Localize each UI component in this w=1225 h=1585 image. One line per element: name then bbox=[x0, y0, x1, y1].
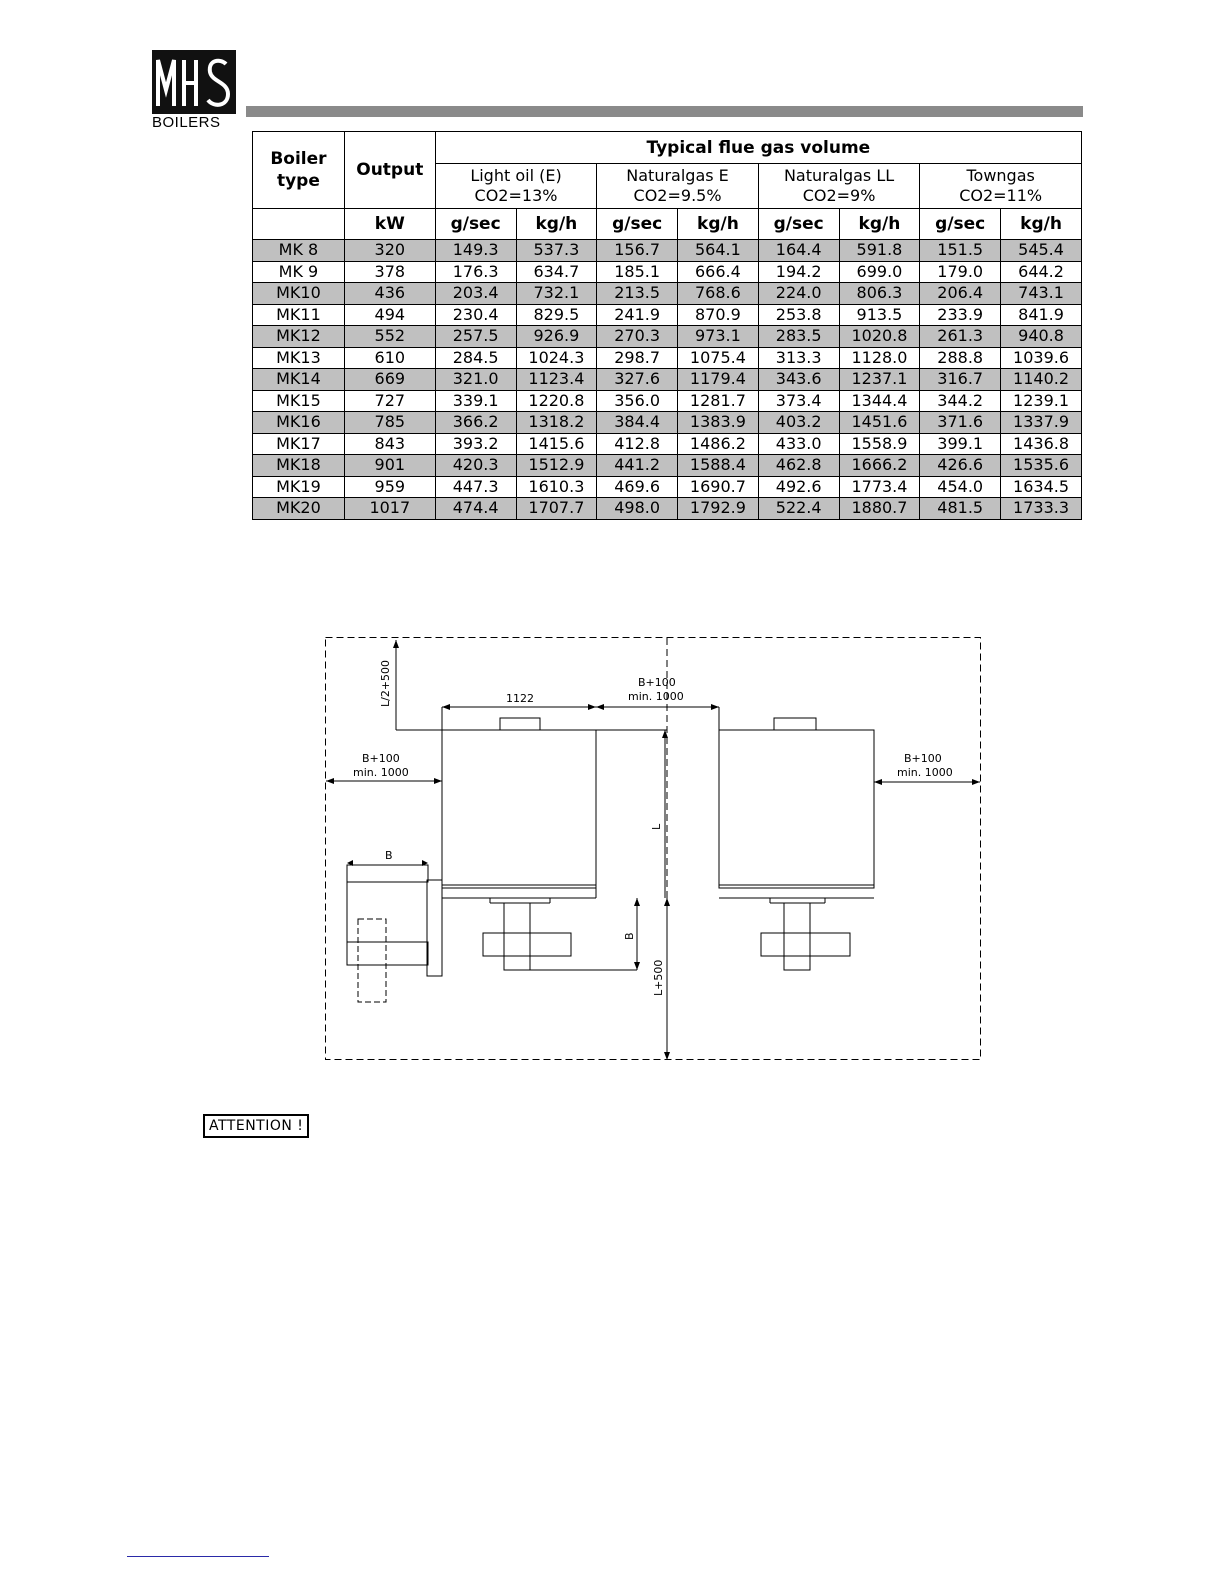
cell-value: 1610.3 bbox=[516, 476, 597, 498]
cell-value: 1075.4 bbox=[678, 347, 759, 369]
header-unit-kgh: kg/h bbox=[1001, 209, 1082, 240]
cell-value: 288.8 bbox=[920, 347, 1001, 369]
table-row bbox=[253, 369, 1082, 391]
cell-value: 1690.7 bbox=[678, 476, 759, 498]
cell-value: 634.7 bbox=[516, 261, 597, 283]
header-unit-gsec: g/sec bbox=[758, 209, 839, 240]
cell-value: 591.8 bbox=[839, 240, 920, 262]
table-row bbox=[253, 326, 1082, 348]
cell-value: 870.9 bbox=[678, 304, 759, 326]
table-row bbox=[253, 283, 1082, 305]
cell-value: 257.5 bbox=[435, 326, 516, 348]
cell-value: 213.5 bbox=[597, 283, 678, 305]
burner-left bbox=[504, 903, 530, 970]
table-body bbox=[253, 240, 1082, 520]
cell-value: 1020.8 bbox=[839, 326, 920, 348]
table-row bbox=[253, 412, 1082, 434]
cell-output: 727 bbox=[344, 390, 435, 412]
cell-value: 1415.6 bbox=[516, 433, 597, 455]
cell-boiler-type: MK19 bbox=[253, 476, 345, 498]
cell-value: 1239.1 bbox=[1001, 390, 1082, 412]
cell-value: 462.8 bbox=[758, 455, 839, 477]
cell-output: 320 bbox=[344, 240, 435, 262]
logo-letters-graphic bbox=[152, 50, 236, 114]
cell-value: 1707.7 bbox=[516, 498, 597, 520]
cell-output: 785 bbox=[344, 412, 435, 434]
header-fuel-towngas: Towngas CO2=11% bbox=[920, 164, 1082, 209]
cell-value: 454.0 bbox=[920, 476, 1001, 498]
cell-value: 768.6 bbox=[678, 283, 759, 305]
header-boiler-type: Boiler type bbox=[253, 132, 345, 209]
installation-diagram bbox=[322, 634, 986, 1066]
header-fuel-naturalgas-ll: Naturalgas LL CO2=9% bbox=[758, 164, 920, 209]
table-row bbox=[253, 455, 1082, 477]
header-unit-kgh: kg/h bbox=[516, 209, 597, 240]
cell-value: 412.8 bbox=[597, 433, 678, 455]
cell-value: 185.1 bbox=[597, 261, 678, 283]
cell-value: 194.2 bbox=[758, 261, 839, 283]
cell-value: 1535.6 bbox=[1001, 455, 1082, 477]
cell-value: 492.6 bbox=[758, 476, 839, 498]
header-rule bbox=[246, 106, 1083, 117]
cell-value: 433.0 bbox=[758, 433, 839, 455]
mhs-logo bbox=[152, 50, 236, 131]
cell-value: 230.4 bbox=[435, 304, 516, 326]
footnote-rule bbox=[127, 1556, 269, 1557]
table-row bbox=[253, 498, 1082, 520]
cell-value: 522.4 bbox=[758, 498, 839, 520]
cell-value: 1558.9 bbox=[839, 433, 920, 455]
cell-value: 373.4 bbox=[758, 390, 839, 412]
cell-value: 732.1 bbox=[516, 283, 597, 305]
dim-right-l2: min. 1000 bbox=[897, 766, 953, 779]
cell-boiler-type: MK 9 bbox=[253, 261, 345, 283]
cell-value: 545.4 bbox=[1001, 240, 1082, 262]
cell-output: 901 bbox=[344, 455, 435, 477]
cell-boiler-type: MK17 bbox=[253, 433, 345, 455]
cell-value: 644.2 bbox=[1001, 261, 1082, 283]
cell-value: 1237.1 bbox=[839, 369, 920, 391]
burner-right bbox=[784, 903, 810, 970]
cell-value: 1024.3 bbox=[516, 347, 597, 369]
cell-value: 940.8 bbox=[1001, 326, 1082, 348]
dim-between-l2: min. 1000 bbox=[628, 690, 684, 703]
cell-value: 1880.7 bbox=[839, 498, 920, 520]
table-row bbox=[253, 476, 1082, 498]
flue-gas-table bbox=[252, 131, 1082, 520]
logo-subtitle: BOILERS bbox=[152, 114, 221, 131]
cell-value: 1281.7 bbox=[678, 390, 759, 412]
header-unit-blank bbox=[253, 209, 345, 240]
cell-value: 498.0 bbox=[597, 498, 678, 520]
cell-value: 829.5 bbox=[516, 304, 597, 326]
header-unit-gsec: g/sec bbox=[920, 209, 1001, 240]
cell-value: 469.6 bbox=[597, 476, 678, 498]
cell-value: 1337.9 bbox=[1001, 412, 1082, 434]
dim-length: L bbox=[650, 823, 663, 830]
cell-value: 743.1 bbox=[1001, 283, 1082, 305]
cell-value: 699.0 bbox=[839, 261, 920, 283]
cell-boiler-type: MK18 bbox=[253, 455, 345, 477]
cell-value: 176.3 bbox=[435, 261, 516, 283]
cell-value: 474.4 bbox=[435, 498, 516, 520]
cell-value: 399.1 bbox=[920, 433, 1001, 455]
table-row bbox=[253, 240, 1082, 262]
boiler-right bbox=[719, 730, 874, 888]
cell-value: 164.4 bbox=[758, 240, 839, 262]
cell-value: 564.1 bbox=[678, 240, 759, 262]
cell-value: 1792.9 bbox=[678, 498, 759, 520]
cell-value: 224.0 bbox=[758, 283, 839, 305]
cell-output: 669 bbox=[344, 369, 435, 391]
cell-value: 666.4 bbox=[678, 261, 759, 283]
dim-right-l1: B+100 bbox=[904, 752, 942, 765]
cell-boiler-type: MK15 bbox=[253, 390, 345, 412]
cell-value: 841.9 bbox=[1001, 304, 1082, 326]
cell-value: 1383.9 bbox=[678, 412, 759, 434]
dim-b-top: B bbox=[385, 849, 393, 862]
cell-value: 283.5 bbox=[758, 326, 839, 348]
cell-boiler-type: MK 8 bbox=[253, 240, 345, 262]
cell-output: 610 bbox=[344, 347, 435, 369]
header-output: Output bbox=[344, 132, 435, 209]
table-row bbox=[253, 390, 1082, 412]
cell-value: 149.3 bbox=[435, 240, 516, 262]
cell-value: 206.4 bbox=[920, 283, 1001, 305]
cell-value: 384.4 bbox=[597, 412, 678, 434]
cell-value: 284.5 bbox=[435, 347, 516, 369]
flue-outlet-left bbox=[500, 718, 540, 730]
cell-value: 327.6 bbox=[597, 369, 678, 391]
dim-boiler-width: 1122 bbox=[506, 692, 534, 705]
burner-swing-out bbox=[347, 865, 442, 1002]
cell-value: 1666.2 bbox=[839, 455, 920, 477]
cell-value: 447.3 bbox=[435, 476, 516, 498]
cell-boiler-type: MK14 bbox=[253, 369, 345, 391]
header-unit-kw: kW bbox=[344, 209, 435, 240]
header-unit-kgh: kg/h bbox=[678, 209, 759, 240]
cell-output: 494 bbox=[344, 304, 435, 326]
cell-value: 366.2 bbox=[435, 412, 516, 434]
table-row bbox=[253, 347, 1082, 369]
cell-value: 316.7 bbox=[920, 369, 1001, 391]
dim-left-l1: B+100 bbox=[362, 752, 400, 765]
cell-value: 1123.4 bbox=[516, 369, 597, 391]
cell-value: 1588.4 bbox=[678, 455, 759, 477]
table-row bbox=[253, 433, 1082, 455]
cell-value: 1451.6 bbox=[839, 412, 920, 434]
cell-value: 926.9 bbox=[516, 326, 597, 348]
table-row bbox=[253, 304, 1082, 326]
cell-value: 1486.2 bbox=[678, 433, 759, 455]
header-title: Typical flue gas volume bbox=[435, 132, 1081, 164]
cell-output: 1017 bbox=[344, 498, 435, 520]
cell-value: 913.5 bbox=[839, 304, 920, 326]
dim-top-clearance: L/2+500 bbox=[379, 659, 392, 707]
cell-value: 1436.8 bbox=[1001, 433, 1082, 455]
cell-value: 156.7 bbox=[597, 240, 678, 262]
cell-value: 1773.4 bbox=[839, 476, 920, 498]
attention-label: ATTENTION ! bbox=[203, 1114, 309, 1138]
cell-boiler-type: MK20 bbox=[253, 498, 345, 520]
logo-mark bbox=[152, 50, 236, 114]
cell-value: 1733.3 bbox=[1001, 498, 1082, 520]
cell-boiler-type: MK10 bbox=[253, 283, 345, 305]
boiler-left bbox=[442, 730, 596, 888]
dim-front: L+500 bbox=[652, 959, 665, 996]
cell-output: 436 bbox=[344, 283, 435, 305]
header-fuel-naturalgas-e: Naturalgas E CO2=9.5% bbox=[597, 164, 759, 209]
cell-value: 1039.6 bbox=[1001, 347, 1082, 369]
cell-value: 261.3 bbox=[920, 326, 1001, 348]
cell-value: 1634.5 bbox=[1001, 476, 1082, 498]
header-fuel-light-oil: Light oil (E) CO2=13% bbox=[435, 164, 597, 209]
cell-value: 270.3 bbox=[597, 326, 678, 348]
cell-value: 1344.4 bbox=[839, 390, 920, 412]
cell-output: 378 bbox=[344, 261, 435, 283]
dim-left-l2: min. 1000 bbox=[353, 766, 409, 779]
cell-output: 552 bbox=[344, 326, 435, 348]
cell-value: 344.2 bbox=[920, 390, 1001, 412]
cell-boiler-type: MK11 bbox=[253, 304, 345, 326]
cell-value: 1512.9 bbox=[516, 455, 597, 477]
cell-boiler-type: MK13 bbox=[253, 347, 345, 369]
cell-value: 806.3 bbox=[839, 283, 920, 305]
cell-value: 1220.8 bbox=[516, 390, 597, 412]
cell-value: 203.4 bbox=[435, 283, 516, 305]
cell-value: 1318.2 bbox=[516, 412, 597, 434]
cell-value: 1128.0 bbox=[839, 347, 920, 369]
cell-value: 1179.4 bbox=[678, 369, 759, 391]
flue-outlet-right bbox=[774, 718, 816, 730]
dim-b-side: B bbox=[623, 932, 636, 940]
cell-output: 843 bbox=[344, 433, 435, 455]
cell-value: 403.2 bbox=[758, 412, 839, 434]
cell-value: 241.9 bbox=[597, 304, 678, 326]
cell-output: 959 bbox=[344, 476, 435, 498]
cell-value: 537.3 bbox=[516, 240, 597, 262]
cell-value: 973.1 bbox=[678, 326, 759, 348]
header-unit-kgh: kg/h bbox=[839, 209, 920, 240]
cell-value: 441.2 bbox=[597, 455, 678, 477]
cell-value: 371.6 bbox=[920, 412, 1001, 434]
cell-value: 356.0 bbox=[597, 390, 678, 412]
cell-value: 339.1 bbox=[435, 390, 516, 412]
dim-between-l1: B+100 bbox=[638, 676, 676, 689]
table-row bbox=[253, 261, 1082, 283]
cell-value: 321.0 bbox=[435, 369, 516, 391]
cell-value: 313.3 bbox=[758, 347, 839, 369]
cell-value: 393.2 bbox=[435, 433, 516, 455]
cell-value: 426.6 bbox=[920, 455, 1001, 477]
cell-value: 481.5 bbox=[920, 498, 1001, 520]
cell-value: 1140.2 bbox=[1001, 369, 1082, 391]
cell-value: 151.5 bbox=[920, 240, 1001, 262]
cell-boiler-type: MK16 bbox=[253, 412, 345, 434]
header-unit-gsec: g/sec bbox=[435, 209, 516, 240]
cell-boiler-type: MK12 bbox=[253, 326, 345, 348]
header-unit-gsec: g/sec bbox=[597, 209, 678, 240]
cell-value: 179.0 bbox=[920, 261, 1001, 283]
cell-value: 233.9 bbox=[920, 304, 1001, 326]
cell-value: 420.3 bbox=[435, 455, 516, 477]
cell-value: 298.7 bbox=[597, 347, 678, 369]
cell-value: 343.6 bbox=[758, 369, 839, 391]
cell-value: 253.8 bbox=[758, 304, 839, 326]
